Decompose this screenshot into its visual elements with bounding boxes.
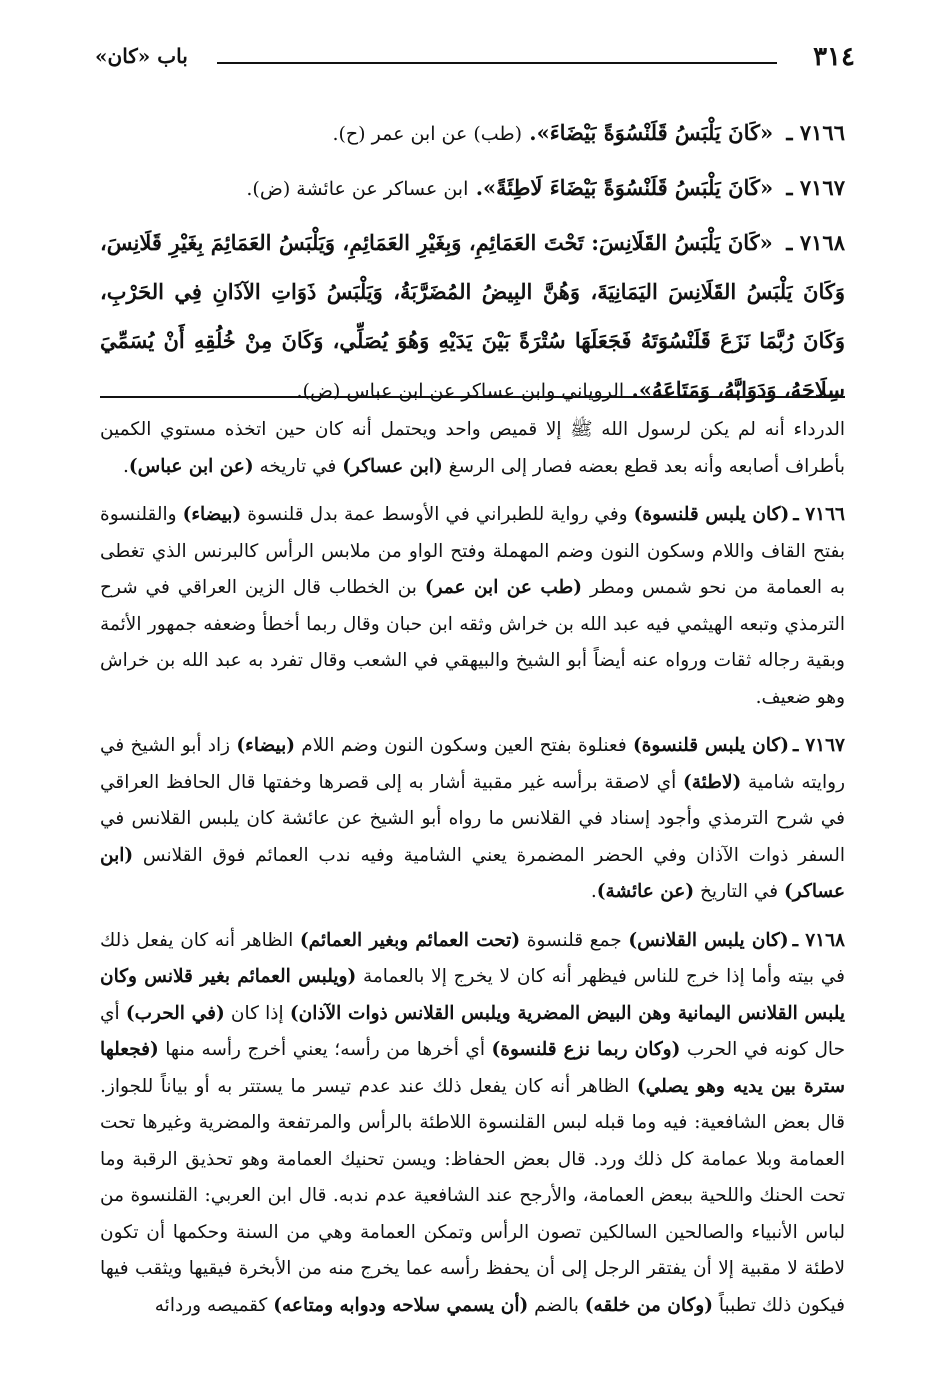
bold-run: (طب عن ابن عمر) <box>424 577 583 598</box>
bold-run: (عن ابن عباس) <box>128 455 254 477</box>
commentary-number: ٧١٦٨ ـ <box>792 929 845 951</box>
bold-run: (بيضاء) <box>236 735 296 756</box>
hadith-source: ابن عساكر عن عائشة (ض). <box>246 178 469 200</box>
bold-run: (وكان من خلقه) <box>584 1294 713 1316</box>
bold-run: (كان يلبس قلنسوة) <box>633 504 790 525</box>
section-divider <box>100 396 845 398</box>
text-run: إذا كان <box>224 1002 290 1024</box>
text-run: أي لاصقة برأسه غير مقبية أشار به إلى قصرها وخفتها قال الحافظ العراقي في شرح الترمذي وأجود إسناد في القلانس ما رواه أبو الشيخ عن عائشة كان يلبس القلانس في السفر ذوات الآذان وفي الحضر المضمرة يعني الشامية وفيه ندب العمائم فوق القلانس <box>100 771 845 866</box>
text-run: . <box>122 455 129 477</box>
bold-run: (أن يسمي سلاحه ودوابه ومتاعه) <box>273 1294 529 1316</box>
hadith-number: ٧١٦٨ ـ <box>786 230 845 255</box>
hadith-source: الروياني وابن عساكر عن ابن عباس (ض). <box>296 380 625 402</box>
hadith-number: ٧١٦٦ ـ <box>786 120 845 145</box>
commentary-7167 <box>100 728 845 911</box>
hadith-7168 <box>100 218 845 416</box>
bold-run: (لاطئة) <box>683 771 742 793</box>
text-run: والقلنسوة بفتح القاف واللام وسكون النون وضم المهملة وفتح الواو من ملابس الرأس كالبرنس الذي تغطى به العمامة من نحو شمس ومطر <box>100 504 845 598</box>
chapter-title: باب «كان» <box>95 44 188 68</box>
hadith-text: «كَانَ يَلْبَسُ قَلَنْسُوَةً بَيْضَاءَ لَاطِئَةً». <box>475 175 774 200</box>
bold-run: (كان يلبس القلانس) <box>628 929 789 951</box>
bold-run: (ويلبس العمائم بغير قلانس وكان يلبس القلانس اليمانية وهن البيض المضرية ويلبس القلانس ذوات الآذان) <box>100 966 845 1024</box>
hadith-text: «كَانَ يَلْبَسُ القَلَانِسَ: تَحْتَ العَمَائِمِ، وَبِغَيْرِ العَمَائِمِ، وَيَلْبَسُ العَمَائِمَ بِغَيْرِ قَلَانِسَ، وَكَانَ يَلْبَسُ القَلَانِسَ اليَمَانِيَةَ، وَهُنَّ البِيضُ المُضَرَّبَةُ، وَيَلْبَسُ ذَوَاتِ الآذَانِ فِي الحَرْبِ، وَكَانَ رُبَّمَا نَزَعَ قَلَنْسُوَتَهُ فَجَعَلَهَا سُتْرَةً بَيْنَ يَدَيْهِ وَهُوَ يُصَلِّي، وَكَانَ مِنْ خُلُقِهِ أَنْ يُسَمِّيَ سِلَاحَهُ، وَدَوَابَّهُ، وَمَتَاعَهُ». <box>100 230 845 402</box>
commentary-number: ٧١٦٧ ـ <box>792 735 845 756</box>
hadith-number: ٧١٦٧ ـ <box>786 175 845 200</box>
commentary-intro <box>100 412 845 485</box>
bold-run: (فجعلها سترة بين يديه وهو يصلي) <box>100 1039 845 1097</box>
text-run: الدرداء أنه لم يكن لرسول الله ﷺ إلا قميص واحد ويحتمل أنه كان حين اتخذه مستوي الكمين بأطراف أصابعه وأنه بعد قطع بعضه فصار إلى الرسغ <box>100 419 845 477</box>
bold-run: (ابن عساكر) <box>342 455 443 477</box>
header-rule <box>217 62 777 64</box>
hadith-7167 <box>100 163 845 214</box>
hadith-7166 <box>100 108 845 159</box>
bold-run: (تحت العمائم وبغير العمائم) <box>299 929 521 951</box>
text-run: فعنلوة بفتح العين وسكون النون وضم اللام <box>295 735 633 756</box>
commentary-7168 <box>100 923 845 1325</box>
page-number: ٣١٤ <box>813 42 855 72</box>
commentary-block <box>100 412 845 1336</box>
bold-run: (في الحرب) <box>125 1002 225 1024</box>
text-run: جمع قلنسوة <box>520 929 629 951</box>
bold-run: (كان يلبس قلنسوة) <box>632 735 789 756</box>
hadith-source: (طب) عن ابن عمر (ح). <box>332 123 522 145</box>
text-run: الظاهر أنه كان يفعل ذلك عند عدم تيسر ما يستتر به أو بياناً للجواز. قال بعض الشافعية: فيه وما قبله لبس القلنسوة اللاطئة بالرأس والمرتفعة والمضرية وغيرها تحت العمامة وبلا عمامة كل ذلك ورد. قال بعض الحفاظ: ويسن تحنيك العمامة وهو تحذيق الرقبة وما تحت الحنك واللحية ببعض العمامة، والأرجح عند الشافعية عدم ندبه. قال ابن العربي: القلنسوة من لباس الأنبياء والصالحين السالكين تصون الرأس وتمكن العمامة وهي من السنة وحكمها أن تكون لاطئة لا مقبية إلا أن يفتقر الرجل إلى أن يحفظ رأسه عما يخرج منه من الأبخرة فيقيها ويثقب فيها فيكون ذلك تطبباً <box>100 1075 845 1316</box>
commentary-7166 <box>100 497 845 716</box>
bold-run: (عن عائشة) <box>596 881 695 902</box>
text-run: بن الخطاب قال الزين العراقي في شرح الترمذي وتبعه الهيثمي فيه عبد الله بن خراش وثقه ابن حبان وقال ربما أخطأ وضعفه جمهور الأئمة وبقية رجاله ثقات ورواه عنه أيضاً أبو الشيخ والبيهقي في الشعب وقال تفرد به عبد الله بن خراش وهو ضعيف. <box>100 577 845 708</box>
bold-run: (بيضاء) <box>182 504 242 525</box>
text-run: أي حال كونه في الحرب <box>100 1002 845 1060</box>
text-run: . <box>590 881 597 902</box>
bold-run: (ابن عساكر) <box>100 844 845 902</box>
text-run: بالضم <box>528 1294 585 1316</box>
commentary-number: ٧١٦٦ ـ <box>793 504 845 525</box>
text-run: أي أخرها من رأسه؛ يعني أخرج رأسه منها <box>158 1039 492 1060</box>
bold-run: (وكان ربما نزع قلنسوة) <box>491 1039 681 1060</box>
text-run: في التاريخ <box>694 881 785 902</box>
text-run: في تاريخه <box>253 455 343 477</box>
hadith-text: «كَانَ يَلْبَسُ قَلَنْسُوَةً بَيْضَاءَ». <box>529 120 774 145</box>
hadith-text-block <box>100 108 845 420</box>
text-run: وفي رواية للطبراني في الأوسط عمة بدل قلنسوة <box>241 504 634 525</box>
page-header <box>95 38 855 78</box>
text-run: زاد أبو الشيخ في روايته شامية <box>100 735 846 793</box>
text-run: الظاهر أنه كان يفعل ذلك في بيته وأما إذا خرج للناس فيظهر أنه كان لا يخرج إلا بالعمامة <box>100 929 845 987</box>
text-run: كقميصه وردائه <box>154 1294 274 1316</box>
